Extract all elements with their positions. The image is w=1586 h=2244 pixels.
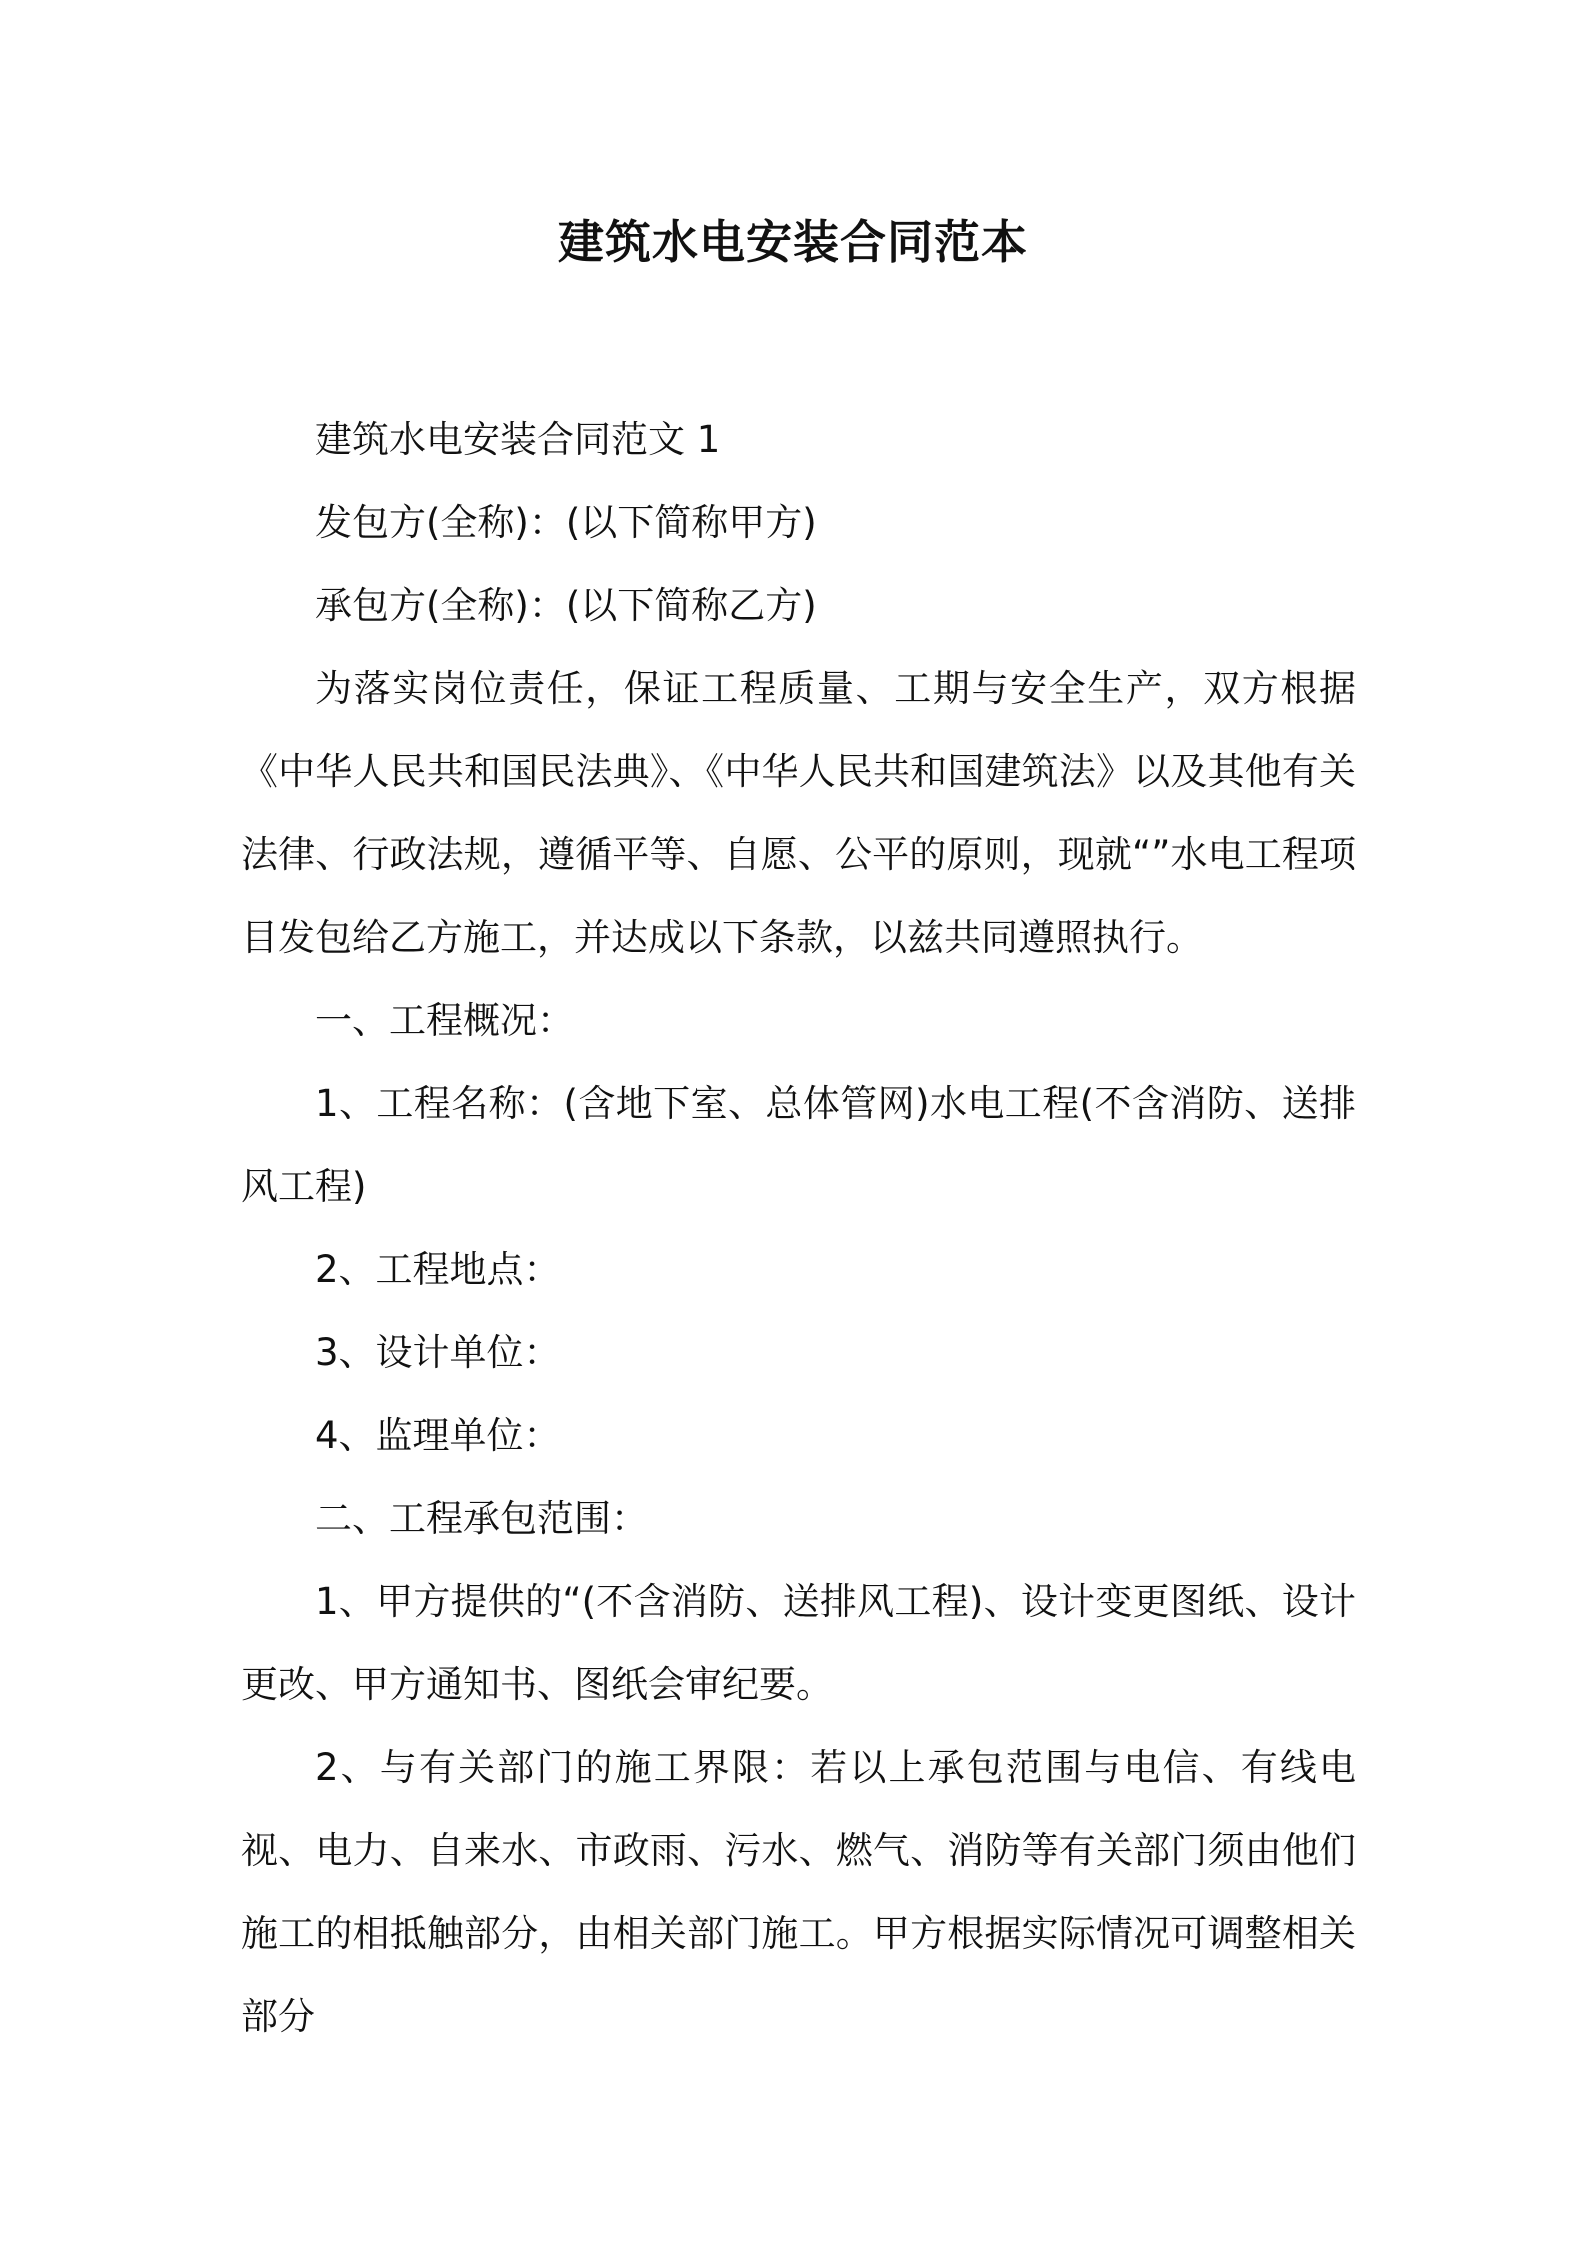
paragraph-scope-2: 2、与有关部门的施工界限：若以上承包范围与电信、有线电视、电力、自来水、市政雨、污水、燃气、消防等有关部门须由他们施工的相抵触部分，由相关部门施工。甲方根据实际情况可调整相关部分 [241,1746,1356,2038]
paragraph-preamble: 为落实岗位责任，保证工程质量、工期与安全生产，双方根据《中华人民共和国民法典》、《中华人民共和国建筑法》以及其他有关法律、行政法规，遵循平等、自愿、公平的原则，现就“”水电工程项目发包给乙方施工，并达成以下条款，以兹共同遵照执行。 [241,667,1356,959]
paragraph-party-b: 承包方(全称)：(以下简称乙方) [315,584,817,627]
document-title: 建筑水电安装合同范本 [558,215,1028,269]
paragraph-project-name: 1、工程名称：(含地下室、总体管网)水电工程(不含消防、送排风工程) [241,1082,1356,1208]
paragraph-design-unit: 3、设计单位： [315,1331,561,1374]
paragraph-subtitle: 建筑水电安装合同范文 1 [315,418,721,461]
section-heading-overview: 一、工程概况： [315,999,574,1042]
document-body [241,398,1356,2058]
paragraph-project-location: 2、工程地点： [315,1248,561,1291]
paragraph-scope-1: 1、甲方提供的“(不含消防、送排风工程)、设计变更图纸、设计更改、甲方通知书、图纸会审纪要。 [241,1580,1356,1706]
paragraph-party-a: 发包方(全称)：(以下简称甲方) [315,501,817,544]
section-heading-scope: 二、工程承包范围： [315,1497,648,1540]
paragraph-supervision-unit: 4、监理单位： [315,1414,561,1457]
